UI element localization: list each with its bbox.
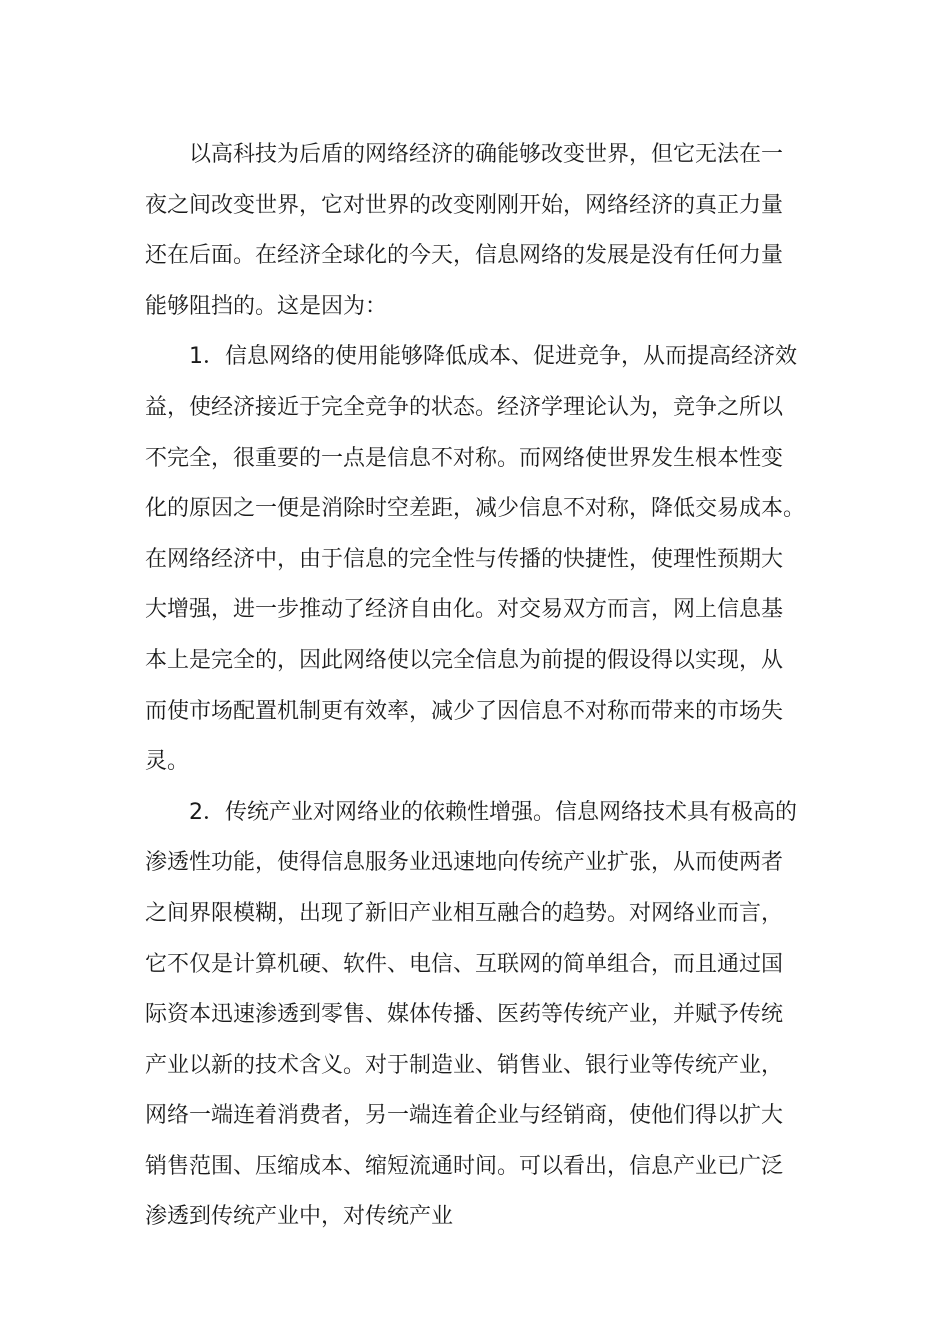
paragraph-point-1-line: 不完全，很重要的一点是信息不对称。而网络使世界发生根本性变: [145, 445, 784, 471]
paragraph-point-1-line: 灵。: [145, 749, 190, 775]
paragraph-point-1-line: 益，使经济接近于完全竞争的状态。经济学理论认为，竞争之所以: [145, 394, 784, 420]
paragraph-point-2-line: 产业以新的技术含义。对于制造业、销售业、银行业等传统产业，: [145, 1052, 784, 1078]
paragraph-intro-line: 还在后面。在经济全球化的今天，信息网络的发展是没有任何力量: [145, 243, 784, 269]
paragraph-point-2-line: 网络一端连着消费者，另一端连着企业与经销商，使他们得以扩大: [145, 1103, 784, 1129]
paragraph-point-1-line: 而使市场配置机制更有效率，减少了因信息不对称而带来的市场失: [145, 698, 784, 724]
paragraph-point-1-line: 大增强，进一步推动了经济自由化。对交易双方而言，网上信息基: [145, 597, 784, 623]
paragraph-point-2-line: 之间界限模糊，出现了新旧产业相互融合的趋势。对网络业而言，: [145, 900, 784, 926]
paragraph-point-2-line: 渗透到传统产业中，对传统产业: [145, 1204, 454, 1230]
paragraph-point-1-line: 在网络经济中，由于信息的完全性与传播的快捷性，使理性预期大: [145, 546, 784, 572]
paragraph-point-2-line: 它不仅是计算机硬、软件、电信、互联网的简单组合，而且通过国: [145, 951, 784, 977]
paragraph-point-2-line: 际资本迅速渗透到零售、媒体传播、医药等传统产业，并赋予传统: [145, 1002, 784, 1028]
paragraph-intro-line: 能够阻挡的。这是因为：: [145, 293, 388, 319]
paragraph-point-1-line: 1．信息网络的使用能够降低成本、促进竞争，从而提高经济效: [189, 344, 797, 370]
paragraph-intro-line: 以高科技为后盾的网络经济的确能够改变世界，但它无法在一: [189, 142, 784, 167]
paragraph-intro-line: 夜之间改变世界，它对世界的改变刚刚开始，网络经济的真正力量: [145, 192, 784, 218]
paragraph-point-2-line: 2．传统产业对网络业的依赖性增强。信息网络技术具有极高的: [189, 799, 797, 825]
paragraph-point-1-line: 化的原因之一便是消除时空差距，减少信息不对称，降低交易成本。: [145, 496, 806, 522]
document-body: [145, 130, 805, 1243]
paragraph-point-2-line: 渗透性功能，使得信息服务业迅速地向传统产业扩张，从而使两者: [145, 850, 784, 876]
paragraph-point-2-line: 销售范围、压缩成本、缩短流通时间。可以看出，信息产业已广泛: [145, 1153, 784, 1179]
paragraph-point-1-line: 本上是完全的，因此网络使以完全信息为前提的假设得以实现，从: [145, 647, 784, 673]
